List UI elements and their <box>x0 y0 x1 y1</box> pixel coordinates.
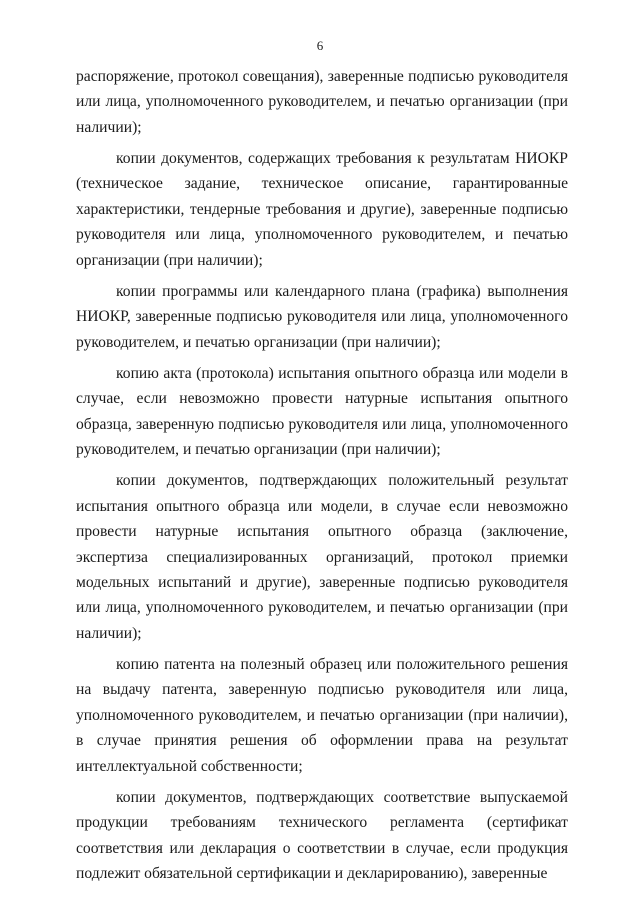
document-body <box>76 64 568 886</box>
paragraph-test-act: копию акта (протокола) испытания опытного образца или модели в случае, если невозможно провести натурные испытания опытного образца, заверенную подписью руководителя или лица, уполномоченного руководителем, и печатью организации (при наличии); <box>76 364 568 459</box>
paragraph-continuation: распоряжение, протокол совещания), заверенные подписью руководителя или лица, уполномоченного руководителем, и печатью организации (при наличии); <box>76 68 568 136</box>
paragraph-patent: копию патента на полезный образец или положительного решения на выдачу патента, заверенную подписью руководителя или лица, уполномоченного руководителем, и печатью организации (при наличии), в случае принятия решения об оформлении права на результат интеллектуальной собственности; <box>76 655 568 775</box>
paragraph-requirements-docs: копии документов, содержащих требования к результатам НИОКР (техническое задание, техническое описание, гарантированные характеристики, тендерные требования и другие), заверенные подписью руководителя или лица, уполномоченного руководителем, и печатью организации (при наличии); <box>76 150 568 269</box>
paragraph-conformity: копии документов, подтверждающих соответствие выпускаемой продукции требованиям технического регламента (сертификат соответствия или декларация о соответствии в случае, если продукция подлежит обязательной сертификации и декларированию), заверенные <box>76 788 568 882</box>
paragraph-program-plan: копии программы или календарного плана (графика) выполнения НИОКР, заверенные подписью руководителя или лица, уполномоченного руководителем, и печатью организации (при наличии); <box>76 282 568 351</box>
paragraph-positive-result: копии документов, подтверждающих положительный результат испытания опытного образца или модели, в случае если невозможно провести натурные испытания опытного образца (заключение, экспертиза специализированных организаций, протокол приемки модельных испытаний и другие), заверенные подписью руководителя или лица, уполномоченного руководителем, и печатью организации (при наличии); <box>76 472 568 642</box>
page-number: 6 <box>316 38 324 53</box>
